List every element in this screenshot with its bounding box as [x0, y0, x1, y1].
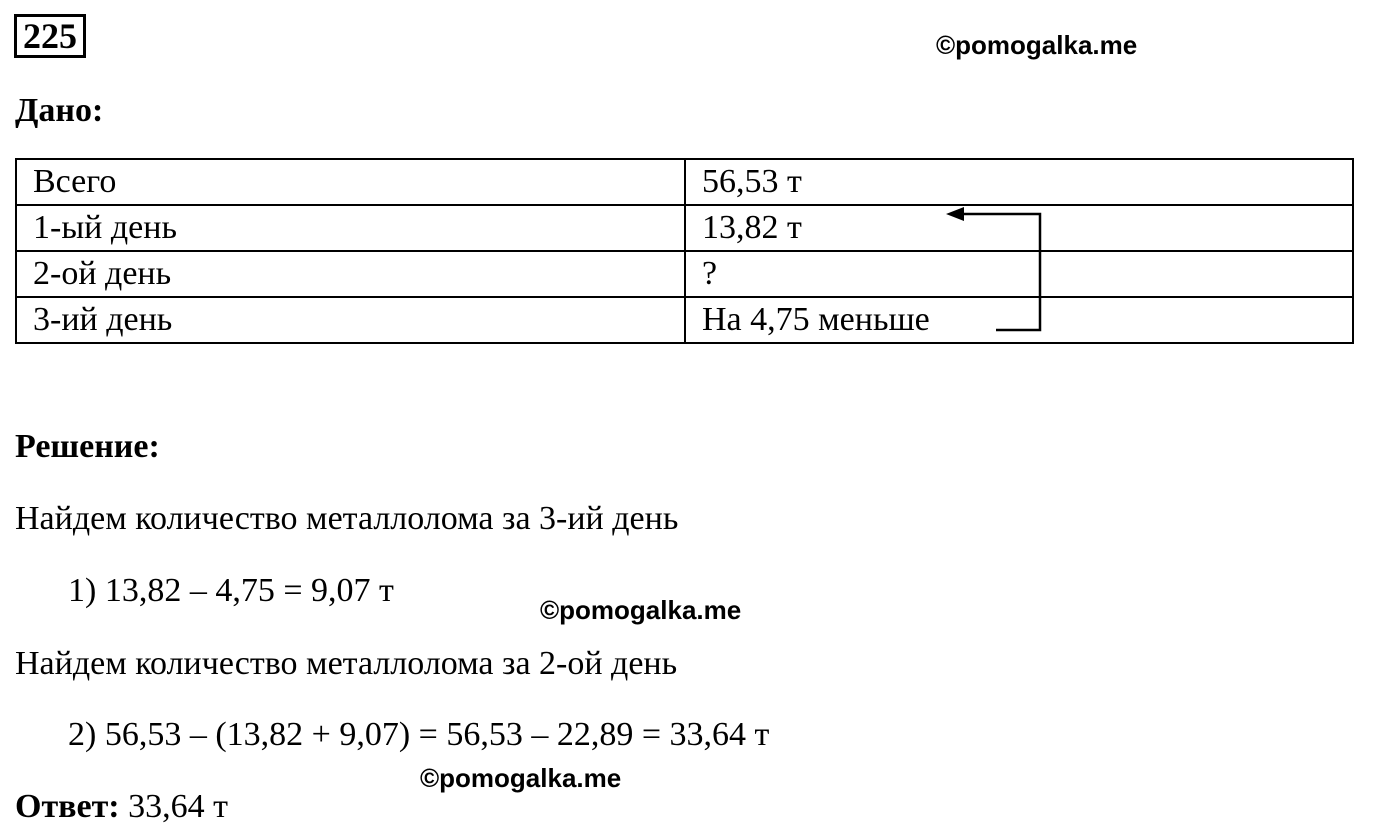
row-label: 2-ой день: [16, 251, 685, 297]
row-label: Всего: [16, 159, 685, 205]
watermark: ©pomogalka.me: [540, 595, 742, 625]
watermark: ©pomogalka.me: [420, 763, 622, 793]
step2-text: Найдем количество металлолома за 2-ой день: [15, 645, 678, 682]
row-label: 3-ий день: [16, 297, 685, 343]
answer-label: Ответ:: [15, 788, 120, 825]
row-value: На 4,75 меньше: [685, 297, 1353, 343]
solution-heading: Решение:: [15, 428, 160, 465]
row-label: 1-ый день: [16, 205, 685, 251]
answer-value: 33,64 т: [128, 788, 228, 825]
step2-calculation: 2) 56,53 – (13,82 + 9,07) = 56,53 – 22,89 = 33,64 т: [68, 716, 770, 753]
row-value: 56,53 т: [685, 159, 1353, 205]
row-value: 13,82 т: [685, 205, 1353, 251]
step1-text: Найдем количество металлолома за 3-ий день: [15, 500, 679, 537]
watermark: ©pomogalka.me: [936, 30, 1138, 60]
given-heading: Дано:: [15, 92, 104, 129]
step1-calculation: 1) 13,82 – 4,75 = 9,07 т: [68, 572, 394, 609]
problem-number: 225: [14, 14, 86, 58]
row-value: ?: [685, 251, 1353, 297]
answer-line: [15, 788, 228, 826]
